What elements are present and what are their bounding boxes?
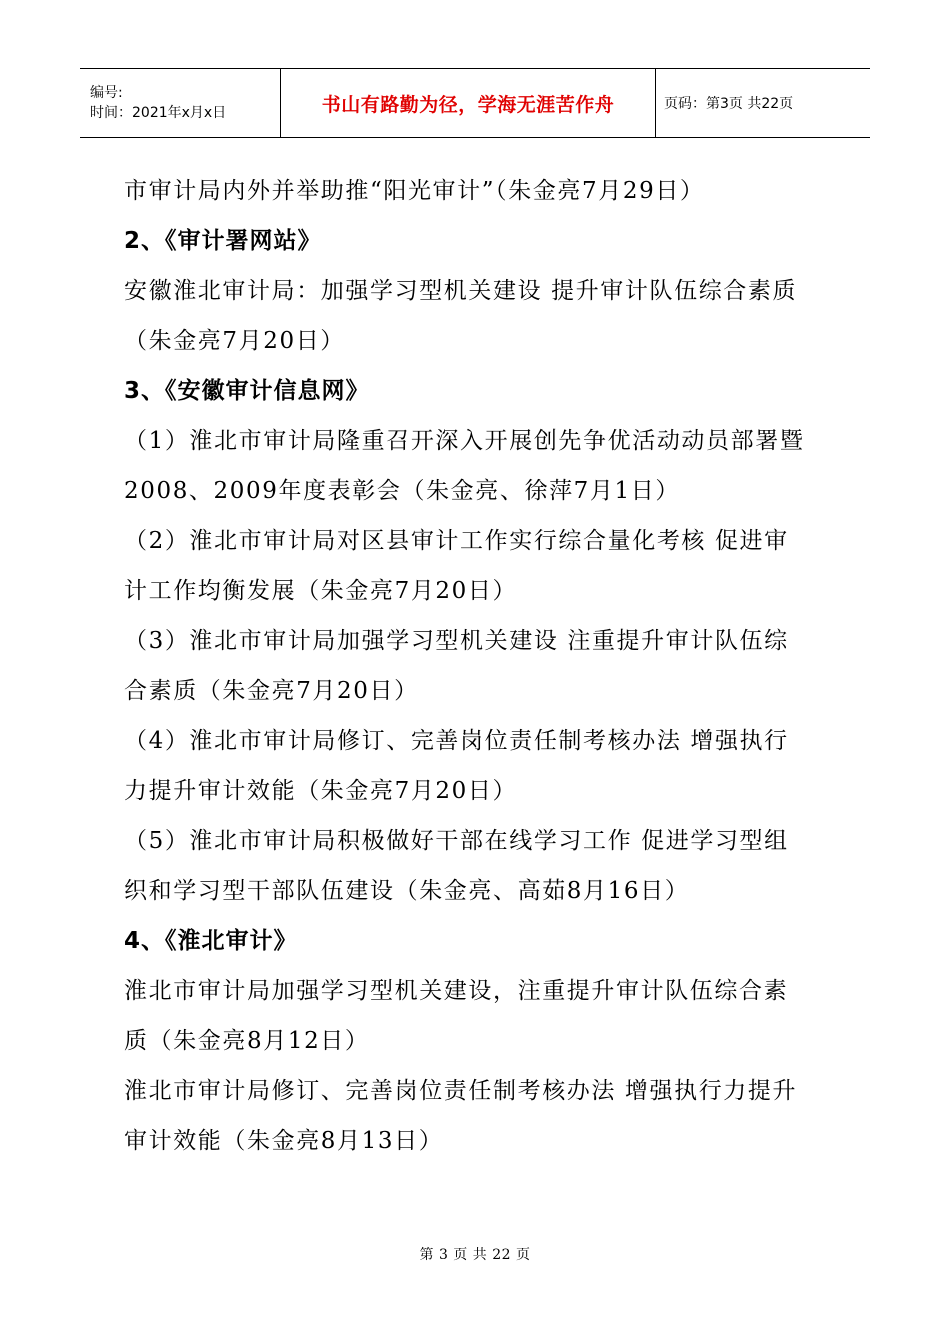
body-text-line: 计工作均衡发展（朱金亮7月20日） bbox=[124, 578, 518, 604]
body-text-line: （2）淮北市审计局对区县审计工作实行综合量化考核 促进审 bbox=[124, 528, 789, 554]
body-text-line: 淮北市审计局加强学习型机关建设，注重提升审计队伍综合素 bbox=[124, 978, 789, 1004]
body-text-line: 2008、2009年度表彰会（朱金亮、徐萍7月1日） bbox=[124, 478, 680, 504]
header-meta bbox=[80, 69, 280, 137]
header-motto: 书山有路勤为径，学海无涯苦作舟 bbox=[321, 93, 615, 116]
body-text-line: 淮北市审计局修订、完善岗位责任制考核办法 增强执行力提升 bbox=[124, 1078, 798, 1104]
header-page-cell bbox=[656, 69, 870, 137]
page-footer: 第 3 页 共 22 页 bbox=[419, 1247, 531, 1263]
body-text-line: 安徽淮北审计局：加强学习型机关建设 提升审计队伍综合素质 bbox=[124, 278, 798, 304]
body-text-line: 合素质（朱金亮7月20日） bbox=[124, 678, 419, 704]
body-text-line: 质（朱金亮8月12日） bbox=[124, 1028, 370, 1054]
body-text-line: （朱金亮7月20日） bbox=[124, 328, 345, 354]
section-heading: 3、《安徽审计信息网》 bbox=[124, 378, 370, 404]
body-text-line: 力提升审计效能（朱金亮7月20日） bbox=[124, 778, 518, 804]
body-text-line: 织和学习型干部队伍建设（朱金亮、高茹8月16日） bbox=[124, 878, 690, 904]
body-text-line: （1）淮北市审计局隆重召开深入开展创先争优活动动员部署暨 bbox=[124, 428, 805, 454]
body-text-line: 审计效能（朱金亮8月13日） bbox=[124, 1128, 444, 1154]
header-page-info: 页码：第3页 共22页 bbox=[664, 96, 794, 112]
body-text-line: （4）淮北市审计局修订、完善岗位责任制考核办法 增强执行 bbox=[124, 728, 789, 754]
page-header bbox=[80, 68, 870, 138]
section-heading: 4、《淮北审计》 bbox=[124, 928, 298, 954]
body-text-line: （5）淮北市审计局积极做好干部在线学习工作 促进学习型组 bbox=[124, 828, 789, 854]
body-text-line: （3）淮北市审计局加强学习型机关建设 注重提升审计队伍综 bbox=[124, 628, 789, 654]
document-date: 时间：2021年x月x日 bbox=[90, 105, 227, 121]
header-motto-cell bbox=[280, 69, 656, 137]
document-body bbox=[124, 166, 834, 1166]
section-heading: 2、《审计署网站》 bbox=[124, 228, 322, 254]
document-number-label: 编号: bbox=[90, 85, 123, 101]
body-text-line: 市审计局内外并举助推“阳光审计”（朱金亮7月29日） bbox=[124, 178, 705, 204]
